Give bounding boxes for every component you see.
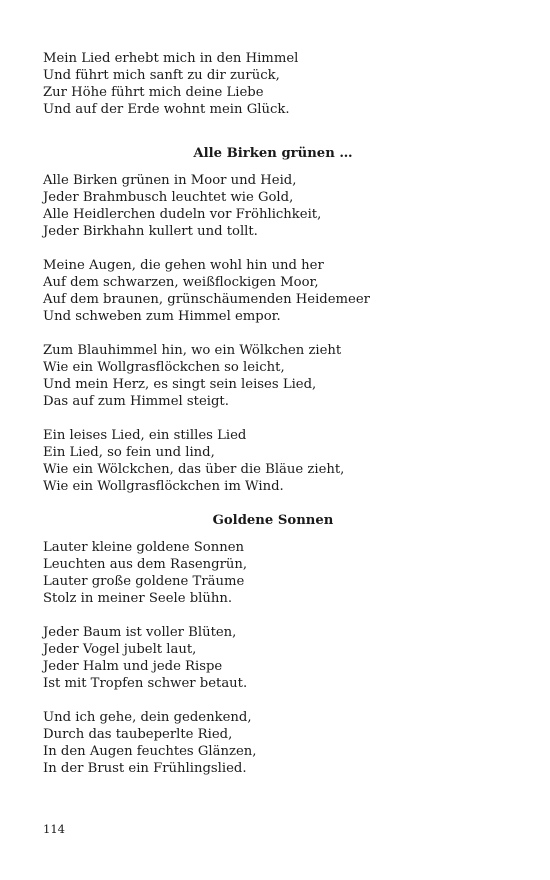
page-number: 114	[43, 822, 65, 836]
verse-line: Jeder Brahmbusch leuchtet wie Gold,	[43, 190, 294, 205]
book-page	[43, 50, 503, 794]
stanza	[43, 50, 503, 118]
verse-line: Und schweben zum Himmel empor.	[43, 309, 281, 324]
verse-line: Mein Lied erhebt mich in den Himmel	[43, 51, 299, 66]
verse-line: Alle Heidlerchen dudeln vor Fröhlichkeit,	[43, 207, 322, 222]
verse-line: Ein Lied, so fein und lind,	[43, 445, 215, 460]
poem-alle-birken	[43, 145, 503, 495]
verse-line: Lauter große goldene Träume	[43, 574, 245, 589]
verse-line: In der Brust ein Frühlingslied.	[43, 761, 247, 776]
verse-line: Und mein Herz, es singt sein leises Lied,	[43, 377, 317, 392]
verse-line: Ein leises Lied, ein stilles Lied	[43, 428, 247, 443]
verse-line: Jeder Halm und jede Rispe	[43, 659, 223, 674]
stanza	[43, 427, 503, 495]
verse-line: Und ich gehe, dein gedenkend,	[43, 710, 252, 725]
verse-line: Jeder Vogel jubelt laut,	[43, 642, 197, 657]
verse-line: Und auf der Erde wohnt mein Glück.	[43, 102, 290, 117]
verse-line: Auf dem schwarzen, weißflockigen Moor,	[43, 275, 319, 290]
poem-title: Goldene Sonnen	[212, 513, 334, 528]
verse-line: Zum Blauhimmel hin, wo ein Wölkchen zieht	[43, 343, 342, 358]
poem-title: Alle Birken grünen …	[193, 146, 353, 161]
verse-line: Stolz in meiner Seele blühn.	[43, 591, 233, 606]
verse-line: Lauter kleine goldene Sonnen	[43, 540, 245, 555]
verse-line: Und führt mich sanft zu dir zurück,	[43, 68, 280, 83]
poem-fragment	[43, 50, 503, 118]
verse-line: In den Augen feuchtes Glänzen,	[43, 744, 257, 759]
verse-line: Auf dem braunen, grünschäumenden Heidemeer	[43, 292, 370, 307]
stanza	[43, 172, 503, 240]
verse-line: Wie ein Wollgrasflöckchen so leicht,	[43, 360, 285, 375]
verse-line: Ist mit Tropfen schwer betaut.	[43, 676, 248, 691]
verse-line: Alle Birken grünen in Moor und Heid,	[43, 173, 297, 188]
verse-line: Durch das taubeperlte Ried,	[43, 727, 233, 742]
verse-line: Jeder Birkhahn kullert und tollt.	[43, 224, 258, 239]
verse-line: Leuchten aus dem Rasengrün,	[43, 557, 248, 572]
verse-line: Jeder Baum ist voller Blüten,	[43, 625, 237, 640]
verse-line: Wie ein Wollgrasflöckchen im Wind.	[43, 479, 284, 494]
stanza	[43, 342, 503, 410]
verse-line: Das auf zum Himmel steigt.	[43, 394, 229, 409]
verse-line: Wie ein Wölckchen, das über die Bläue zieht,	[43, 462, 345, 477]
verse-line: Zur Höhe führt mich deine Liebe	[43, 85, 264, 100]
stanza	[43, 539, 503, 607]
stanza	[43, 709, 503, 777]
poem-goldene-sonnen	[43, 512, 503, 777]
stanza	[43, 257, 503, 325]
stanza	[43, 624, 503, 692]
verse-line: Meine Augen, die gehen wohl hin und her	[43, 258, 324, 273]
